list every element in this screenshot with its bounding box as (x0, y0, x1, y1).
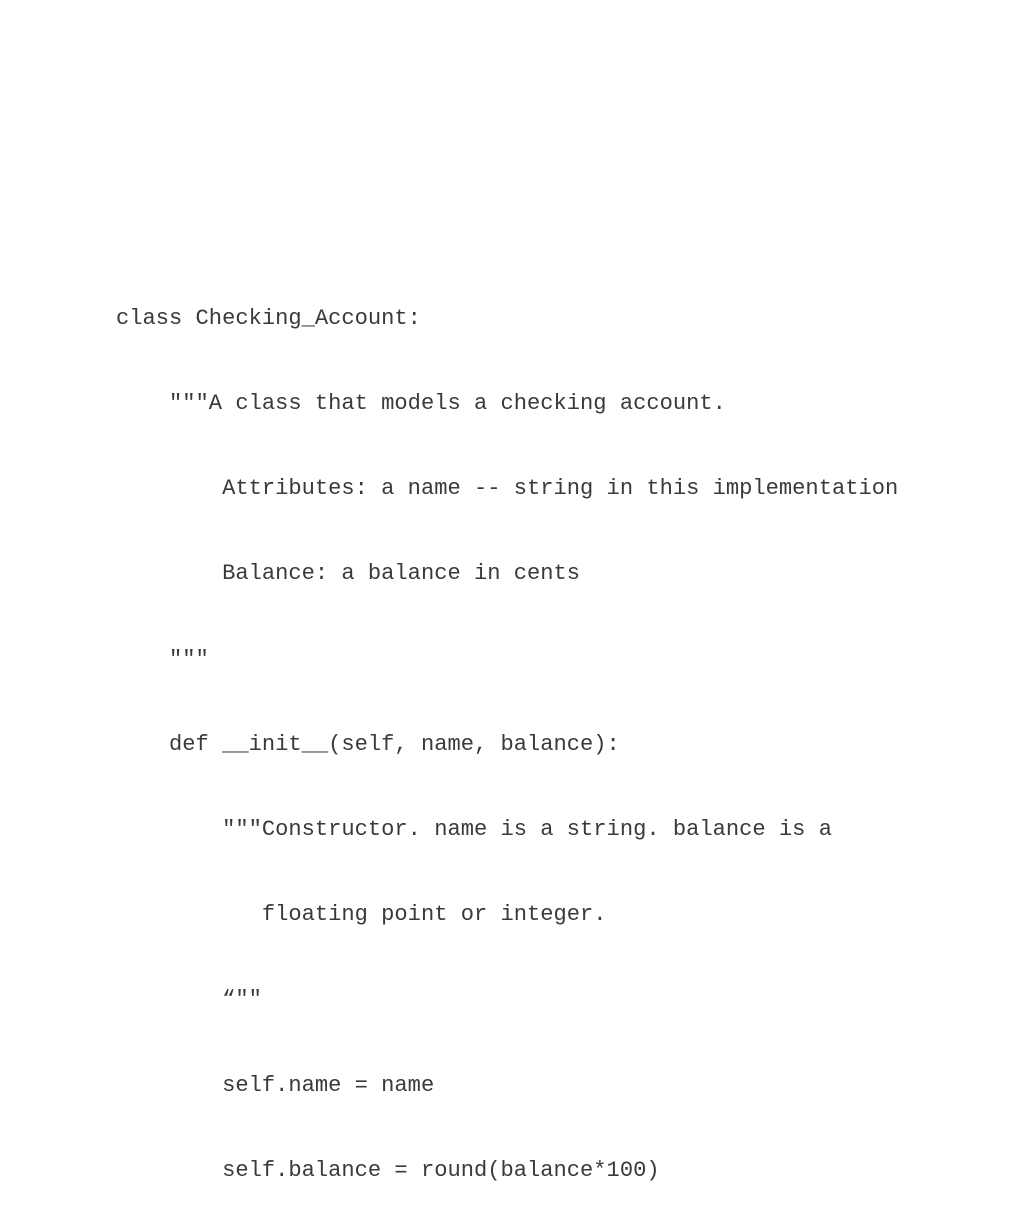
code-line-class-def: class Checking_Account: (116, 305, 421, 331)
code-line-attributes: Attributes: a name -- string in this implementation (116, 476, 899, 502)
code-line-init-docstring-close: “"" (116, 987, 262, 1013)
code-block (116, 248, 898, 1214)
code-line-init-docstring-cont: floating point or integer. (116, 902, 607, 928)
code-line-balance-doc: Balance: a balance in cents (116, 561, 581, 587)
code-line-docstring-open: """A class that models a checking account. (116, 391, 726, 417)
code-line-init-def: def __init__(self, name, balance): (116, 731, 620, 757)
code-line-docstring-close: """ (116, 646, 209, 672)
code-line-assign-name: self.name = name (116, 1072, 435, 1098)
code-line-assign-balance: self.balance = round(balance*100) (116, 1157, 660, 1183)
code-line-init-docstring-open: """Constructor. name is a string. balance is a (116, 817, 832, 843)
